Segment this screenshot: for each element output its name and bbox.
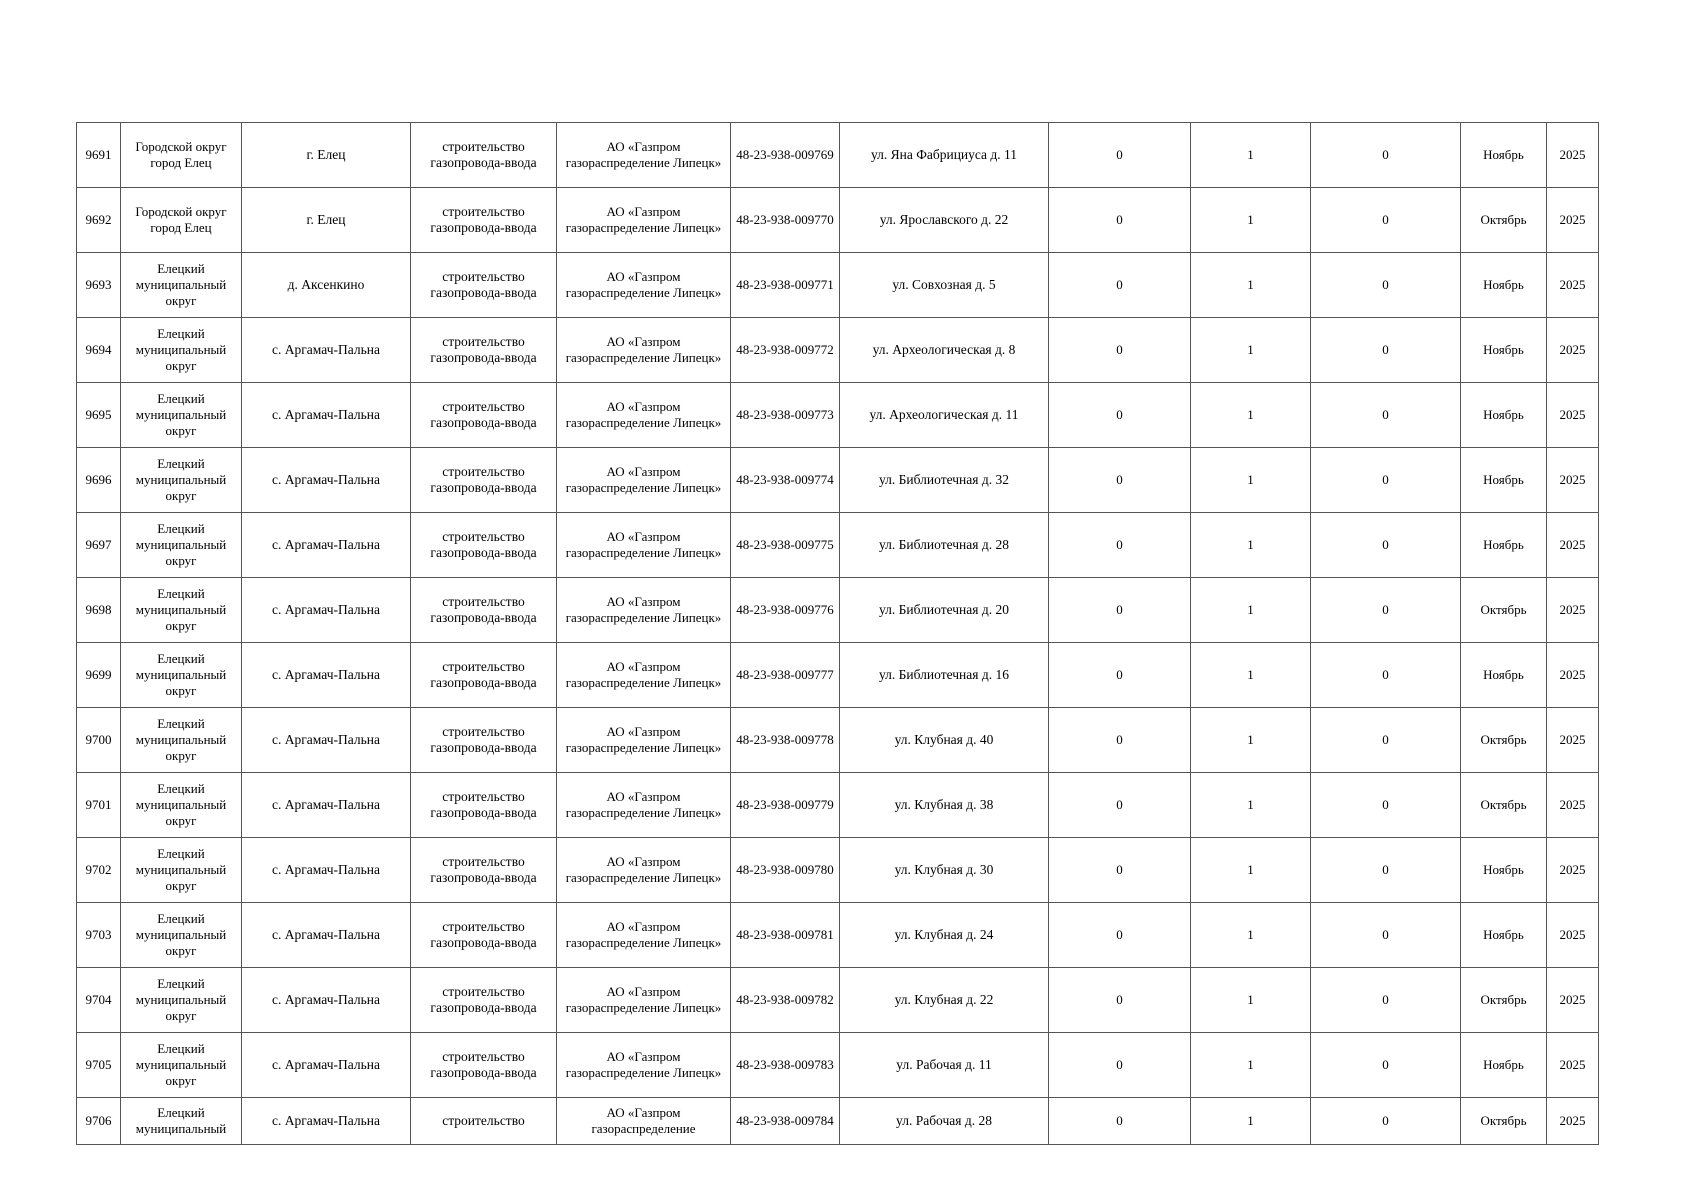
address-cell: ул. Клубная д. 30 bbox=[840, 838, 1049, 903]
address-cell: ул. Библиотечная д. 20 bbox=[840, 578, 1049, 643]
table-row bbox=[77, 513, 1599, 578]
organization-cell: АО «Газпром газораспределение Липецк» bbox=[557, 383, 731, 448]
address-cell: ул. Библиотечная д. 16 bbox=[840, 643, 1049, 708]
table-row bbox=[77, 318, 1599, 383]
count-3-cell: 0 bbox=[1311, 513, 1461, 578]
count-2-cell: 1 bbox=[1191, 708, 1311, 773]
object-code-cell: 48-23-938-009779 bbox=[731, 773, 840, 838]
year-cell: 2025 bbox=[1547, 318, 1599, 383]
count-2-cell: 1 bbox=[1191, 123, 1311, 188]
organization-cell: АО «Газпром газораспределение Липецк» bbox=[557, 1033, 731, 1098]
work-type-cell: строительство газопровода-ввода bbox=[411, 1033, 557, 1098]
work-type-cell: строительство газопровода-ввода bbox=[411, 188, 557, 253]
table-row bbox=[77, 708, 1599, 773]
object-code-cell: 48-23-938-009777 bbox=[731, 643, 840, 708]
district-cell: Елецкий муниципальный округ bbox=[121, 838, 242, 903]
year-cell: 2025 bbox=[1547, 643, 1599, 708]
locality-cell: с. Аргамач-Пальна bbox=[242, 383, 411, 448]
row-number-cell: 9693 bbox=[77, 253, 121, 318]
count-3-cell: 0 bbox=[1311, 838, 1461, 903]
object-code-cell: 48-23-938-009782 bbox=[731, 968, 840, 1033]
count-1-cell: 0 bbox=[1049, 513, 1191, 578]
month-cell: Ноябрь bbox=[1461, 383, 1547, 448]
count-3-cell: 0 bbox=[1311, 773, 1461, 838]
locality-cell: с. Аргамач-Пальна bbox=[242, 903, 411, 968]
row-number-cell: 9702 bbox=[77, 838, 121, 903]
count-3-cell: 0 bbox=[1311, 253, 1461, 318]
organization-cell: АО «Газпром газораспределение Липецк» bbox=[557, 773, 731, 838]
object-code-cell: 48-23-938-009769 bbox=[731, 123, 840, 188]
table-row bbox=[77, 1098, 1599, 1145]
work-type-cell: строительство газопровода-ввода bbox=[411, 708, 557, 773]
row-number-cell: 9691 bbox=[77, 123, 121, 188]
row-number-cell: 9692 bbox=[77, 188, 121, 253]
month-cell: Октябрь bbox=[1461, 968, 1547, 1033]
count-3-cell: 0 bbox=[1311, 903, 1461, 968]
count-3-cell: 0 bbox=[1311, 188, 1461, 253]
work-type-cell: строительство газопровода-ввода bbox=[411, 253, 557, 318]
district-cell: Елецкий муниципальный округ bbox=[121, 578, 242, 643]
count-1-cell: 0 bbox=[1049, 383, 1191, 448]
count-1-cell: 0 bbox=[1049, 773, 1191, 838]
work-type-cell: строительство газопровода-ввода bbox=[411, 513, 557, 578]
address-cell: ул. Клубная д. 40 bbox=[840, 708, 1049, 773]
row-number-cell: 9697 bbox=[77, 513, 121, 578]
locality-cell: с. Аргамач-Пальна bbox=[242, 773, 411, 838]
month-cell: Ноябрь bbox=[1461, 448, 1547, 513]
year-cell: 2025 bbox=[1547, 1098, 1599, 1145]
object-code-cell: 48-23-938-009783 bbox=[731, 1033, 840, 1098]
year-cell: 2025 bbox=[1547, 708, 1599, 773]
district-cell: Елецкий муниципальный округ bbox=[121, 968, 242, 1033]
count-3-cell: 0 bbox=[1311, 643, 1461, 708]
year-cell: 2025 bbox=[1547, 383, 1599, 448]
organization-cell: АО «Газпром газораспределение Липецк» bbox=[557, 838, 731, 903]
month-cell: Ноябрь bbox=[1461, 123, 1547, 188]
row-number-cell: 9703 bbox=[77, 903, 121, 968]
address-cell: ул. Археологическая д. 8 bbox=[840, 318, 1049, 383]
row-number-cell: 9694 bbox=[77, 318, 121, 383]
count-1-cell: 0 bbox=[1049, 643, 1191, 708]
district-cell: Елецкий муниципальный округ bbox=[121, 903, 242, 968]
count-1-cell: 0 bbox=[1049, 968, 1191, 1033]
table-row bbox=[77, 1033, 1599, 1098]
table-row bbox=[77, 903, 1599, 968]
count-2-cell: 1 bbox=[1191, 1098, 1311, 1145]
object-code-cell: 48-23-938-009775 bbox=[731, 513, 840, 578]
locality-cell: д. Аксенкино bbox=[242, 253, 411, 318]
locality-cell: с. Аргамач-Пальна bbox=[242, 578, 411, 643]
row-number-cell: 9704 bbox=[77, 968, 121, 1033]
year-cell: 2025 bbox=[1547, 188, 1599, 253]
count-2-cell: 1 bbox=[1191, 773, 1311, 838]
address-cell: ул. Клубная д. 38 bbox=[840, 773, 1049, 838]
count-2-cell: 1 bbox=[1191, 578, 1311, 643]
organization-cell: АО «Газпром газораспределение Липецк» bbox=[557, 968, 731, 1033]
address-cell: ул. Клубная д. 24 bbox=[840, 903, 1049, 968]
table-row bbox=[77, 123, 1599, 188]
object-code-cell: 48-23-938-009772 bbox=[731, 318, 840, 383]
organization-cell: АО «Газпром газораспределение Липецк» bbox=[557, 903, 731, 968]
address-cell: ул. Рабочая д. 28 bbox=[840, 1098, 1049, 1145]
organization-cell: АО «Газпром газораспределение Липецк» bbox=[557, 253, 731, 318]
organization-cell: АО «Газпром газораспределение Липецк» bbox=[557, 448, 731, 513]
count-3-cell: 0 bbox=[1311, 1033, 1461, 1098]
count-2-cell: 1 bbox=[1191, 448, 1311, 513]
organization-cell: АО «Газпром газораспределение Липецк» bbox=[557, 318, 731, 383]
month-cell: Октябрь bbox=[1461, 773, 1547, 838]
year-cell: 2025 bbox=[1547, 123, 1599, 188]
work-type-cell: строительство газопровода-ввода bbox=[411, 448, 557, 513]
month-cell: Ноябрь bbox=[1461, 318, 1547, 383]
month-cell: Ноябрь bbox=[1461, 838, 1547, 903]
year-cell: 2025 bbox=[1547, 513, 1599, 578]
count-3-cell: 0 bbox=[1311, 318, 1461, 383]
organization-cell: АО «Газпром газораспределение bbox=[557, 1098, 731, 1145]
row-number-cell: 9695 bbox=[77, 383, 121, 448]
count-2-cell: 1 bbox=[1191, 318, 1311, 383]
count-1-cell: 0 bbox=[1049, 318, 1191, 383]
object-code-cell: 48-23-938-009773 bbox=[731, 383, 840, 448]
district-cell: Елецкий муниципальный округ bbox=[121, 318, 242, 383]
district-cell: Городской округ город Елец bbox=[121, 188, 242, 253]
address-cell: ул. Библиотечная д. 28 bbox=[840, 513, 1049, 578]
district-cell: Елецкий муниципальный bbox=[121, 1098, 242, 1145]
address-cell: ул. Ярославского д. 22 bbox=[840, 188, 1049, 253]
table-row bbox=[77, 968, 1599, 1033]
district-cell: Елецкий муниципальный округ bbox=[121, 1033, 242, 1098]
count-3-cell: 0 bbox=[1311, 1098, 1461, 1145]
count-2-cell: 1 bbox=[1191, 188, 1311, 253]
month-cell: Ноябрь bbox=[1461, 513, 1547, 578]
year-cell: 2025 bbox=[1547, 903, 1599, 968]
work-type-cell: строительство газопровода-ввода bbox=[411, 773, 557, 838]
work-type-cell: строительство bbox=[411, 1098, 557, 1145]
object-code-cell: 48-23-938-009780 bbox=[731, 838, 840, 903]
object-code-cell: 48-23-938-009776 bbox=[731, 578, 840, 643]
year-cell: 2025 bbox=[1547, 253, 1599, 318]
row-number-cell: 9706 bbox=[77, 1098, 121, 1145]
count-2-cell: 1 bbox=[1191, 643, 1311, 708]
locality-cell: с. Аргамач-Пальна bbox=[242, 708, 411, 773]
organization-cell: АО «Газпром газораспределение Липецк» bbox=[557, 513, 731, 578]
object-code-cell: 48-23-938-009781 bbox=[731, 903, 840, 968]
month-cell: Ноябрь bbox=[1461, 643, 1547, 708]
work-type-cell: строительство газопровода-ввода bbox=[411, 838, 557, 903]
locality-cell: с. Аргамач-Пальна bbox=[242, 1098, 411, 1145]
count-2-cell: 1 bbox=[1191, 383, 1311, 448]
work-type-cell: строительство газопровода-ввода bbox=[411, 318, 557, 383]
year-cell: 2025 bbox=[1547, 968, 1599, 1033]
locality-cell: с. Аргамач-Пальна bbox=[242, 448, 411, 513]
month-cell: Октябрь bbox=[1461, 578, 1547, 643]
district-cell: Елецкий муниципальный округ bbox=[121, 708, 242, 773]
month-cell: Ноябрь bbox=[1461, 253, 1547, 318]
address-cell: ул. Совхозная д. 5 bbox=[840, 253, 1049, 318]
organization-cell: АО «Газпром газораспределение Липецк» bbox=[557, 643, 731, 708]
district-cell: Городской округ город Елец bbox=[121, 123, 242, 188]
table-row bbox=[77, 253, 1599, 318]
table-row bbox=[77, 448, 1599, 513]
row-number-cell: 9705 bbox=[77, 1033, 121, 1098]
district-cell: Елецкий муниципальный округ bbox=[121, 513, 242, 578]
table-row bbox=[77, 383, 1599, 448]
address-cell: ул. Рабочая д. 11 bbox=[840, 1033, 1049, 1098]
year-cell: 2025 bbox=[1547, 578, 1599, 643]
count-2-cell: 1 bbox=[1191, 513, 1311, 578]
work-type-cell: строительство газопровода-ввода bbox=[411, 123, 557, 188]
row-number-cell: 9700 bbox=[77, 708, 121, 773]
count-3-cell: 0 bbox=[1311, 578, 1461, 643]
count-1-cell: 0 bbox=[1049, 188, 1191, 253]
table-row bbox=[77, 838, 1599, 903]
organization-cell: АО «Газпром газораспределение Липецк» bbox=[557, 708, 731, 773]
object-code-cell: 48-23-938-009778 bbox=[731, 708, 840, 773]
address-cell: ул. Клубная д. 22 bbox=[840, 968, 1049, 1033]
count-3-cell: 0 bbox=[1311, 708, 1461, 773]
count-2-cell: 1 bbox=[1191, 1033, 1311, 1098]
locality-cell: с. Аргамач-Пальна bbox=[242, 513, 411, 578]
table-row bbox=[77, 188, 1599, 253]
address-cell: ул. Библиотечная д. 32 bbox=[840, 448, 1049, 513]
year-cell: 2025 bbox=[1547, 448, 1599, 513]
row-number-cell: 9701 bbox=[77, 773, 121, 838]
row-number-cell: 9696 bbox=[77, 448, 121, 513]
count-3-cell: 0 bbox=[1311, 448, 1461, 513]
table-body bbox=[77, 123, 1599, 1145]
count-1-cell: 0 bbox=[1049, 1098, 1191, 1145]
count-3-cell: 0 bbox=[1311, 968, 1461, 1033]
month-cell: Ноябрь bbox=[1461, 903, 1547, 968]
count-1-cell: 0 bbox=[1049, 708, 1191, 773]
organization-cell: АО «Газпром газораспределение Липецк» bbox=[557, 188, 731, 253]
locality-cell: с. Аргамач-Пальна bbox=[242, 838, 411, 903]
work-type-cell: строительство газопровода-ввода bbox=[411, 578, 557, 643]
count-1-cell: 0 bbox=[1049, 448, 1191, 513]
count-2-cell: 1 bbox=[1191, 968, 1311, 1033]
month-cell: Ноябрь bbox=[1461, 1033, 1547, 1098]
row-number-cell: 9699 bbox=[77, 643, 121, 708]
district-cell: Елецкий муниципальный округ bbox=[121, 383, 242, 448]
address-cell: ул. Яна Фабрициуса д. 11 bbox=[840, 123, 1049, 188]
count-1-cell: 0 bbox=[1049, 578, 1191, 643]
count-1-cell: 0 bbox=[1049, 123, 1191, 188]
month-cell: Октябрь bbox=[1461, 1098, 1547, 1145]
district-cell: Елецкий муниципальный округ bbox=[121, 448, 242, 513]
work-type-cell: строительство газопровода-ввода bbox=[411, 968, 557, 1033]
count-3-cell: 0 bbox=[1311, 383, 1461, 448]
year-cell: 2025 bbox=[1547, 773, 1599, 838]
count-2-cell: 1 bbox=[1191, 838, 1311, 903]
work-type-cell: строительство газопровода-ввода bbox=[411, 383, 557, 448]
organization-cell: АО «Газпром газораспределение Липецк» bbox=[557, 123, 731, 188]
object-code-cell: 48-23-938-009784 bbox=[731, 1098, 840, 1145]
object-code-cell: 48-23-938-009771 bbox=[731, 253, 840, 318]
count-2-cell: 1 bbox=[1191, 253, 1311, 318]
month-cell: Октябрь bbox=[1461, 708, 1547, 773]
table-row bbox=[77, 578, 1599, 643]
count-3-cell: 0 bbox=[1311, 123, 1461, 188]
locality-cell: с. Аргамач-Пальна bbox=[242, 643, 411, 708]
district-cell: Елецкий муниципальный округ bbox=[121, 773, 242, 838]
row-number-cell: 9698 bbox=[77, 578, 121, 643]
count-2-cell: 1 bbox=[1191, 903, 1311, 968]
locality-cell: с. Аргамач-Пальна bbox=[242, 968, 411, 1033]
locality-cell: г. Елец bbox=[242, 123, 411, 188]
year-cell: 2025 bbox=[1547, 1033, 1599, 1098]
district-cell: Елецкий муниципальный округ bbox=[121, 253, 242, 318]
month-cell: Октябрь bbox=[1461, 188, 1547, 253]
organization-cell: АО «Газпром газораспределение Липецк» bbox=[557, 578, 731, 643]
count-1-cell: 0 bbox=[1049, 1033, 1191, 1098]
count-1-cell: 0 bbox=[1049, 903, 1191, 968]
gas-connection-table bbox=[76, 122, 1599, 1145]
work-type-cell: строительство газопровода-ввода bbox=[411, 903, 557, 968]
address-cell: ул. Археологическая д. 11 bbox=[840, 383, 1049, 448]
year-cell: 2025 bbox=[1547, 838, 1599, 903]
locality-cell: с. Аргамач-Пальна bbox=[242, 1033, 411, 1098]
count-1-cell: 0 bbox=[1049, 253, 1191, 318]
table-row bbox=[77, 643, 1599, 708]
object-code-cell: 48-23-938-009770 bbox=[731, 188, 840, 253]
district-cell: Елецкий муниципальный округ bbox=[121, 643, 242, 708]
object-code-cell: 48-23-938-009774 bbox=[731, 448, 840, 513]
table-row bbox=[77, 773, 1599, 838]
locality-cell: с. Аргамач-Пальна bbox=[242, 318, 411, 383]
count-1-cell: 0 bbox=[1049, 838, 1191, 903]
work-type-cell: строительство газопровода-ввода bbox=[411, 643, 557, 708]
locality-cell: г. Елец bbox=[242, 188, 411, 253]
